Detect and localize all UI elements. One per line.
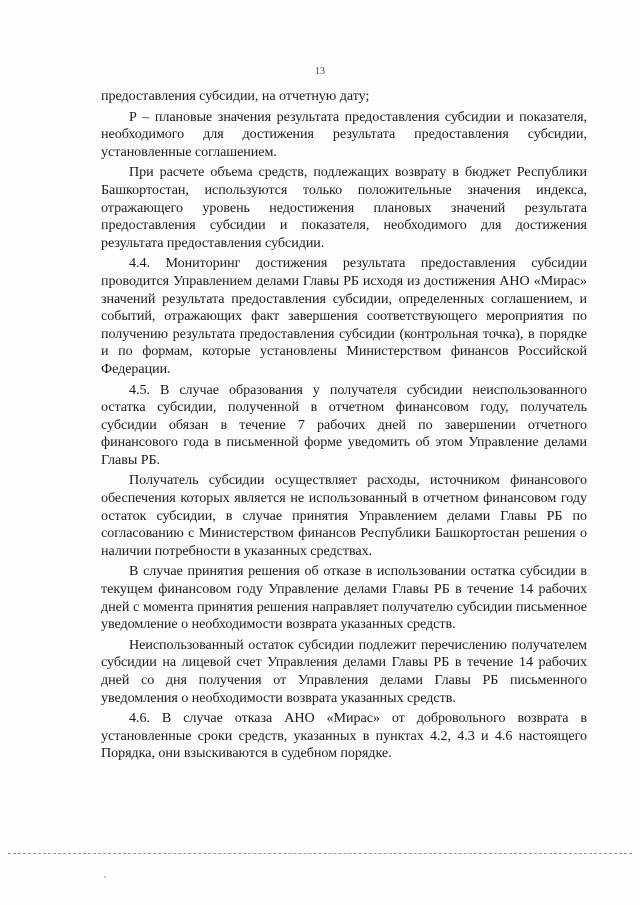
paragraph-4-4: 4.4. Мониторинг достижения результата предоставления субсидии проводится Управлением делами Главы РБ исходя из достижения АНО «Мирас» значений результата предоставления субсидии, определенных соглашением, и событий, отражающих факт завершения соответствующего мероприятия по получению результата предоставления субсидии (контрольная точка), в порядке и по формам, которые установлены Министерством финансов Российской Федерации. xyxy=(101,255,587,377)
scan-speck xyxy=(104,876,106,878)
paragraph-unused-balance: Неиспользованный остаток субсидии подлежит перечислению получателем субсидии на лицевой счет Управления делами Главы РБ в течение 14 рабочих дней со дня получения от Управления делами Главы РБ письменного уведомления о необходимости возврата указанных средств. xyxy=(101,636,587,706)
page-number: 13 xyxy=(315,66,325,77)
document-body xyxy=(101,88,587,766)
paragraph-4-5: 4.5. В случае образования у получателя субсидии неиспользованного остатка субсидии, полученной в отчетном финансовом году, получатель субсидии обязан в течение 7 рабочих дней по завершении отчетного финансового года в письменной форме уведомить об этом Управление делами Главы РБ. xyxy=(101,381,587,468)
paragraph-recipient-expenses: Получатель субсидии осуществляет расходы, источником финансового обеспечения которых является не использованный в отчетном финансовом году остаток субсидии, в случае принятия Управлением делами Главы РБ по согласованию с Министерством финансов Республики Башкортостан решения о наличии потребности в указанных средствах. xyxy=(101,472,587,559)
scan-edge-line xyxy=(8,853,632,854)
paragraph-p-definition: Р – плановые значения результата предоставления субсидии и показателя, необходимого для достижения результата предоставления субсидии, установленные соглашением. xyxy=(101,108,587,160)
paragraph-index-usage: При расчете объема средств, подлежащих возврату в бюджет Республики Башкортостан, используются только положительные значения индекса, отражающего уровень недостижения плановых значений результата предоставления субсидии и показателя, необходимого для достижения результата предоставления субсидии. xyxy=(101,164,587,251)
paragraph-refusal-decision: В случае принятия решения об отказе в использовании остатка субсидии в текущем финансовом году Управление делами Главы РБ в течение 14 рабочих дней с момента принятия решения направляет получателю субсидии письменное уведомление о необходимости возврата указанных средств. xyxy=(101,563,587,633)
paragraph-continuation: предоставления субсидии, на отчетную дату; xyxy=(101,88,370,104)
paragraph-4-6: 4.6. В случае отказа АНО «Мирас» от добровольного возврата в установленные сроки средств, указанных в пунктах 4.2, 4.3 и 4.6 настоящего Порядка, они взыскиваются в судебном порядке. xyxy=(101,710,587,762)
